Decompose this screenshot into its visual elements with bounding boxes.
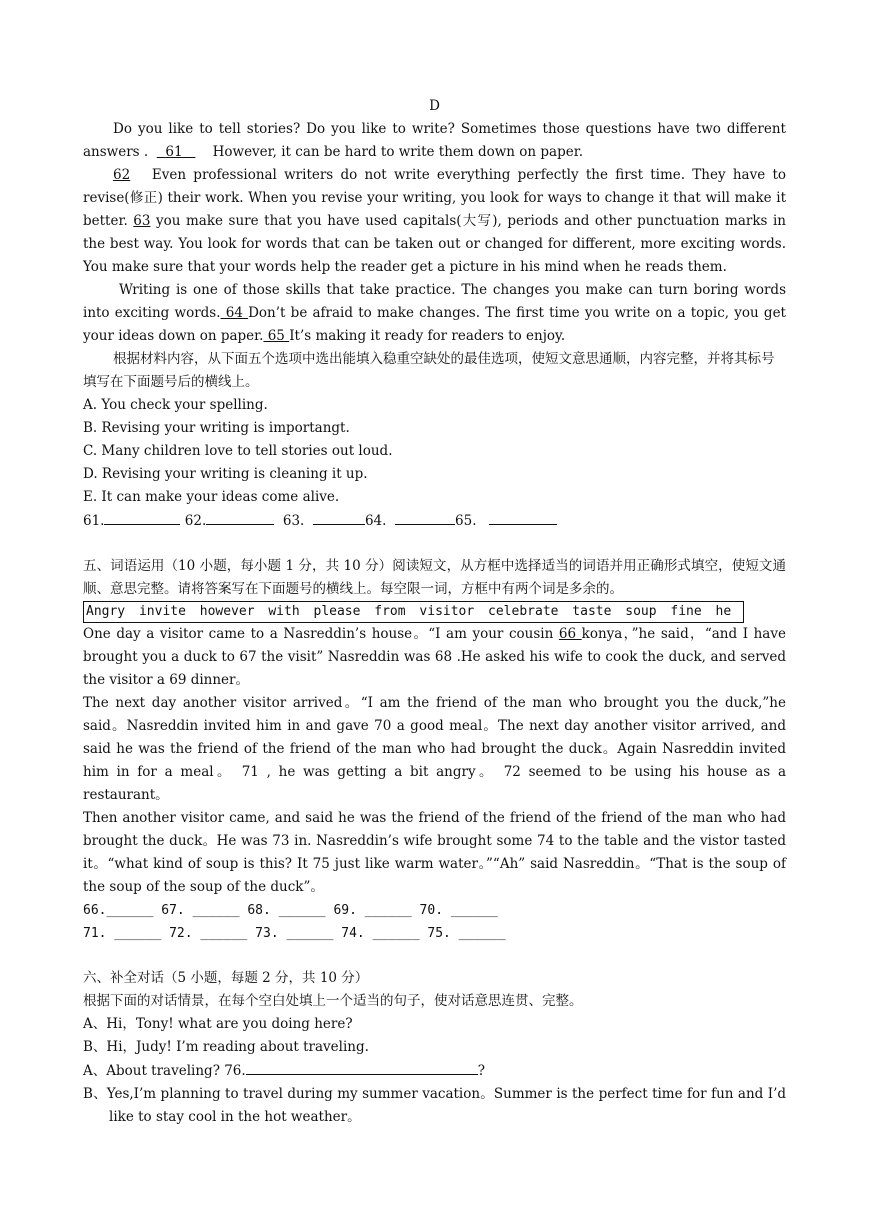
section-6-heading: 六、补全对话（5 小题，每题 2 分，共 10 分） [83,970,369,986]
section-5-paragraph-3: Then another visitor came, and said he was the friend of the friend of the friend of the man who had brought the duck。He was 73 in. Nasreddin’s wife brought some 74 to the table and the vistor tasted it。“what kind of soup is this? It 75 just like warm water。”“Ah” said Nasreddin。“That is the soup of the soup of the soup of the duck”。 [83,810,786,895]
option-a: A. You check your spelling. [83,397,268,413]
answer-row-71-75: 71. ______ 72. ______ 73. ______ 74. ______ 75. ______ [83,926,506,941]
section-6-instruction: 根据下面的对话情景，在每个空白处填上一个适当的句子，使对话意思连贯、完整。 [83,993,583,1009]
section-5-paragraph-2: The next day another visitor arrived。“I am the friend of the man who brought you the duck,”he said。Nasreddin invited him in and gave 70 a good meal。The next day another visitor arrived, and said he was the friend of the friend of the man who had brought the duck。Again Nasreddin invited him in for a meal。 71 , he was getting a bit angry。 72 seemed to be using his house as a restaurant。 [83,695,786,803]
blank-61: 61 [165,144,183,160]
option-c: C. Many children love to tell stories out loud. [83,443,393,459]
answer-label-64: 64. [364,513,387,529]
blank-65: 65 [263,328,290,344]
answer-label-62: 62. [184,513,207,529]
answer-blank-63[interactable] [313,509,365,525]
answer-row-66-70: 66.______ 67. ______ 68. ______ 69. ______ 70. ______ [83,903,498,918]
answer-label-61: 61. [83,513,105,529]
answer-blank-61[interactable] [104,509,180,525]
dialogue-line-3 [83,1059,786,1083]
para1-text-a: Do you like to tell stories? Do you like to write? Sometimes those questions have two different [113,121,786,137]
section-d-heading: D [429,98,440,114]
para1-text-c: However, it can be hard to write them down on paper. [212,144,583,160]
para2-text-b: you make sure that you have used capitals(大写), periods and other punctuation marks in the best way. You look for words that can be taken out or changed for different, more exciting words. You make sure that your words help the reader get a picture in his mind when he reads them. [83,213,786,275]
word-box: Angry invite however with please from visitor celebrate taste soup fine he [83,601,744,623]
document-page [83,95,786,1129]
blank-66: 66 [558,626,582,642]
paragraph-1 [83,118,786,164]
answer-blank-62[interactable] [206,509,274,525]
answer-blank-65[interactable] [489,509,557,525]
blank-62: 62 [113,167,131,183]
answer-blank-76[interactable] [246,1059,478,1075]
answer-blank-64[interactable] [395,509,455,525]
para1-text-b: answers . [83,144,149,160]
para3-text-b: Don’t be afraid to make changes. The first time you write on a topic, you get your ideas down on paper. [83,305,786,344]
option-e: E. It can make your ideas come alive. [83,489,340,505]
answer-label-63: 63. [282,513,305,529]
answer-row-61-65 [83,509,786,533]
paragraph-3 [83,279,786,348]
dialogue-line-3-text: A、About traveling? 76. [83,1063,246,1079]
dialogue-line-4: B、Yes,I’m planning to travel during my summer vacation。Summer is the perfect time for fun and I’d like to stay cool in the hot weather。 [83,1086,786,1125]
s5-para1-text-a: One day a visitor came to a Nasreddin’s house。“I am your cousin [83,626,559,642]
s5-para1-text-b: konya，”he said，“and I have brought you a duck to 67 the visit” Nasreddin was 68 .He asked his wife to cook the duck, and served the visitor a 69 dinner。 [83,626,786,688]
section-d-instruction: 根据材料内容，从下面五个选项中选出能填入稳重空缺处的最佳选项，使短文意思通顺，内容完整，并将其标号填写在下面题号后的横线上。 [83,351,775,390]
dialogue-line-3-end: ? [477,1063,485,1079]
option-d: D. Revising your writing is cleaning it up. [83,466,368,482]
para3-text-a: Writing is one of those skills that take practice. The changes you make can turn boring words into exciting words. [83,282,786,321]
para2-text-a: Even professional writers do not write everything perfectly the first time. They have to revise(修正) their work. When you revise your writing, you look for ways to change it that will make it better. [83,167,787,229]
section-5-heading: 五、词语运用（10 小题，每小题 1 分，共 10 分）阅读短文，从方框中选择适当的词语并用正确形式填空，使短文通顺、意思完整。请将答案写在下面题号的横线上。每空限一词，方框中有两个词是多余的。 [83,558,786,597]
option-b: B. Revising your writing is importangt. [83,420,350,436]
section-5-paragraph-1 [83,623,786,692]
dialogue-line-2: B、Hi，Judy! I’m reading about traveling. [83,1039,369,1055]
answer-label-65: 65. [455,513,477,529]
para3-text-c: It’s making it ready for readers to enjoy. [289,328,566,344]
blank-64: 64 [220,305,249,321]
options-list [83,394,786,509]
paragraph-2 [83,164,786,279]
dialogue-line-1: A、Hi，Tony! what are you doing here? [83,1016,353,1032]
blank-63: 63 [133,213,151,229]
